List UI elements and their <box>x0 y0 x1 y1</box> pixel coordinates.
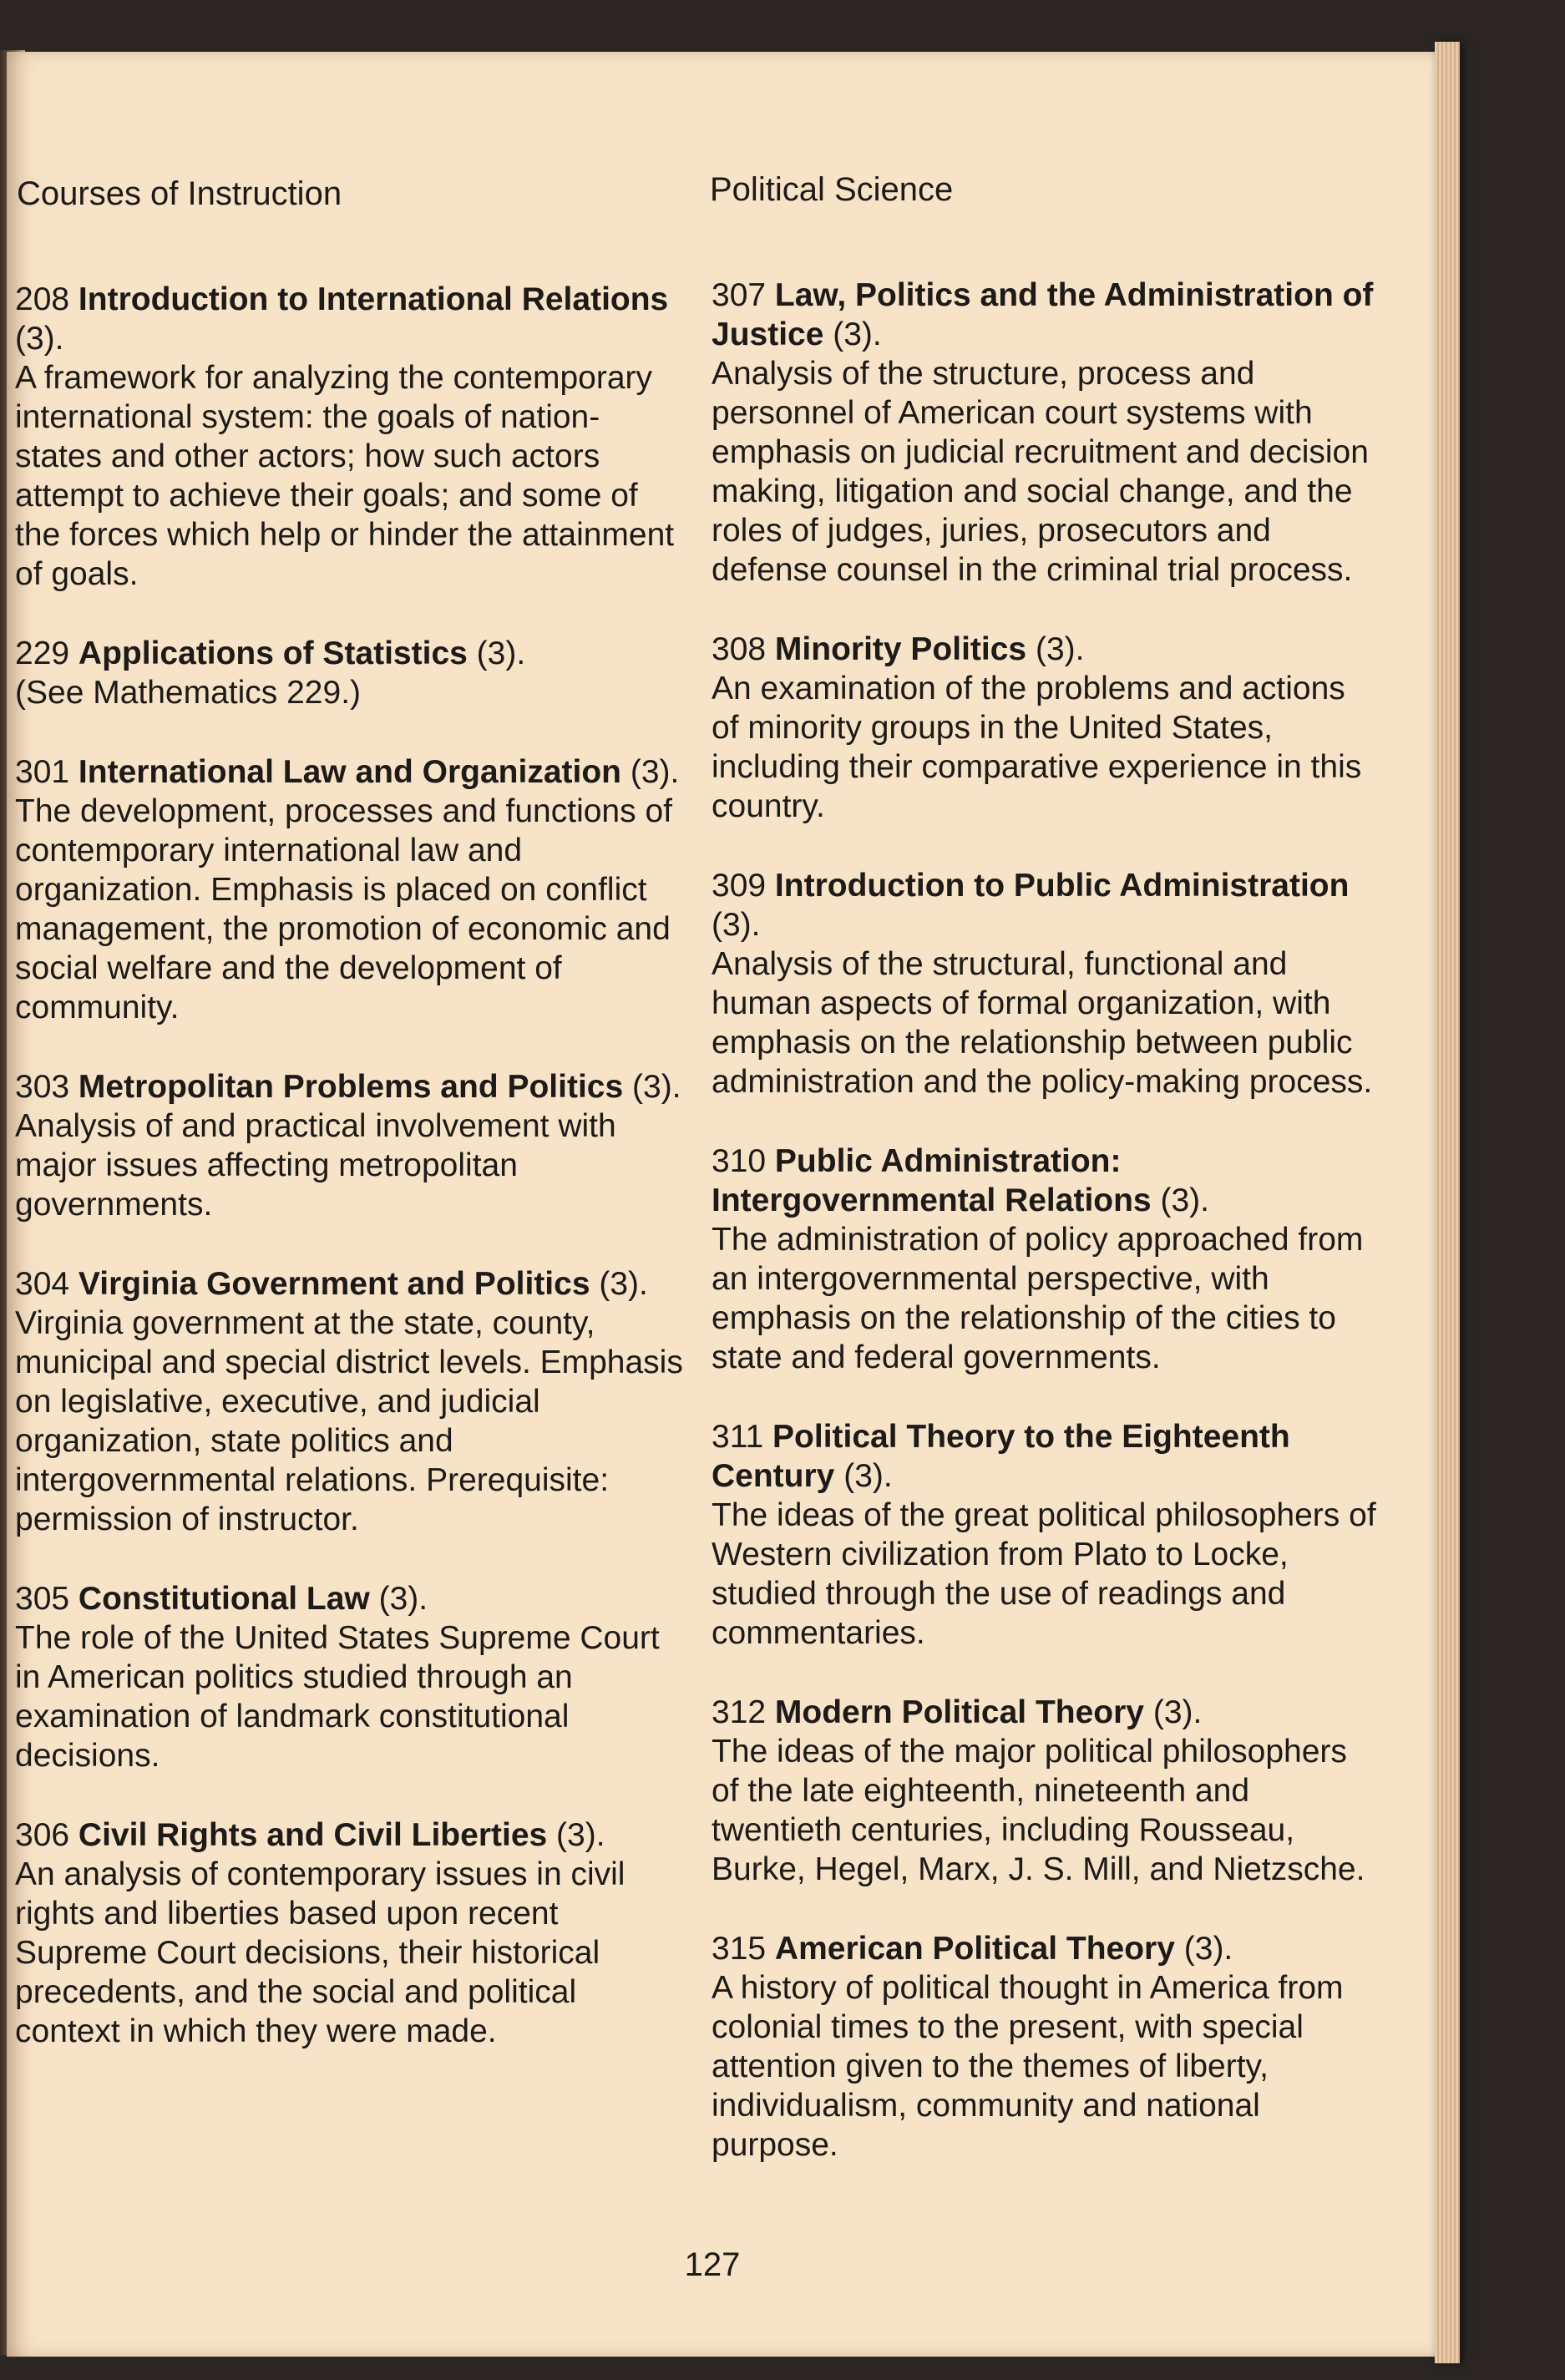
course-credits: (3). <box>15 321 64 357</box>
course-title: Minority Politics <box>774 631 1027 667</box>
course-entry <box>15 634 683 712</box>
course-entry <box>15 1264 683 1539</box>
course-title: Applications of Statistics <box>78 636 468 671</box>
course-entry <box>712 866 1380 1101</box>
course-title: Introduction to International Relations <box>78 281 669 317</box>
course-title: Public Administration: Intergovernmental Relations <box>712 1143 1152 1218</box>
course-entry <box>15 1815 683 2051</box>
course-title: Modern Political Theory <box>774 1694 1144 1730</box>
course-title: American Political Theory <box>774 1931 1175 1967</box>
right-column <box>712 276 1380 2205</box>
course-title: Law, Politics and the Administration of Justice <box>712 277 1374 352</box>
course-description: Analysis of and practical involvement with major issues affecting metropolitan governments. <box>15 1108 616 1223</box>
course-number: 307 <box>712 277 767 313</box>
course-number: 311 <box>712 1419 764 1455</box>
course-number: 303 <box>15 1069 70 1105</box>
course-title: International Law and Organization <box>78 754 621 790</box>
course-credits: (3). <box>556 1817 605 1853</box>
course-credits: (3). <box>833 316 882 352</box>
course-credits: (3). <box>1152 1694 1203 1730</box>
course-credits: (3). <box>843 1458 893 1494</box>
course-description: A history of political thought in America from colonial times to the present, with special attention given to the themes of liberty, individualism, community and national purpose. <box>712 1970 1344 2163</box>
course-credits: (3). <box>632 1069 681 1105</box>
course-title: Introduction to Public Administration <box>774 868 1350 904</box>
course-description: (See Mathematics 229.) <box>15 675 362 711</box>
course-number: 301 <box>15 754 70 790</box>
page-edges <box>1435 42 1460 2363</box>
course-entry <box>712 276 1380 590</box>
course-entry <box>712 1142 1380 1377</box>
course-entry <box>712 1693 1380 1889</box>
course-number: 308 <box>712 631 767 667</box>
course-entry <box>15 1579 683 1775</box>
course-credits: (3). <box>476 636 526 671</box>
course-description: An examination of the problems and actions of minority groups in the United States, including their comparative experience in this country. <box>712 671 1362 824</box>
course-description: The development, processes and functions of contemporary international law and organization. Emphasis is placed on conflict management, the promotion of economic and social welfare and the development of community. <box>15 793 672 1025</box>
running-header-right: Political Science <box>710 171 954 208</box>
course-number: 306 <box>15 1817 70 1853</box>
course-number: 304 <box>15 1266 70 1302</box>
course-number: 208 <box>15 281 70 317</box>
course-credits: (3). <box>1183 1931 1233 1967</box>
course-title: Civil Rights and Civil Liberties <box>78 1817 548 1853</box>
course-entry <box>712 1929 1380 2165</box>
course-description: The ideas of the major political philosophers of the late eighteenth, nineteenth and twentieth centuries, including Rousseau, Burke, Hegel, Marx, J. S. Mill, and Nietzsche. <box>712 1734 1365 1887</box>
course-credits: (3). <box>1035 631 1085 667</box>
course-credits: (3). <box>599 1266 648 1302</box>
course-credits: (3). <box>378 1581 428 1617</box>
course-number: 312 <box>712 1694 767 1730</box>
course-credits: (3). <box>712 907 761 943</box>
course-description: Analysis of the structural, functional and human aspects of formal organization, with emphasis on the relationship between public administration and the policy-making process. <box>712 946 1373 1100</box>
course-entry <box>15 280 683 594</box>
course-title: Political Theory to the Eighteenth Century <box>712 1419 1290 1494</box>
page-number: 127 <box>684 2246 741 2283</box>
course-entry <box>712 1417 1380 1653</box>
course-number: 229 <box>15 636 70 671</box>
course-credits: (3). <box>1160 1182 1209 1218</box>
course-entry <box>15 752 683 1027</box>
course-entry <box>15 1067 683 1224</box>
course-title: Metropolitan Problems and Politics <box>78 1069 624 1105</box>
course-description: Virginia government at the state, county, municipal and special district levels. Emphasis on legislative, executive, and judicial organization, state politics and intergovernmental relations. Prerequisite: permission of instructor. <box>15 1305 683 1537</box>
course-number: 309 <box>712 868 767 904</box>
course-number: 305 <box>15 1581 70 1617</box>
course-title: Constitutional Law <box>78 1581 370 1617</box>
course-description: A framework for analyzing the contemporary international system: the goals of nation-states and other actors; how such actors attempt to achieve their goals; and some of the forces which help or hinder the attainment of goals. <box>15 360 675 592</box>
course-entry <box>712 630 1380 826</box>
course-description: Analysis of the structure, process and personnel of American court systems with emphasis on judicial recruitment and decision making, litigation and social change, and the roles of judges, juries, prosecutors and defense counsel in the criminal trial process. <box>712 356 1369 588</box>
course-description: The administration of policy approached from an intergovernmental perspective, with emphasis on the relationship of the cities to state and federal governments. <box>712 1222 1364 1375</box>
running-header-left: Courses of Instruction <box>17 175 342 212</box>
course-title: Virginia Government and Politics <box>78 1266 590 1302</box>
course-number: 315 <box>712 1931 767 1967</box>
course-description: An analysis of contemporary issues in civil rights and liberties based upon recent Supreme Court decisions, their historical precedents, and the social and political context in which they were made. <box>15 1856 625 2049</box>
left-column <box>15 280 683 2091</box>
course-description: The role of the United States Supreme Court in American politics studied through an examination of landmark constitutional decisions. <box>15 1620 660 1774</box>
course-credits: (3). <box>630 754 680 790</box>
course-description: The ideas of the great political philosophers of Western civilization from Plato to Locke, studied through the use of readings and commentaries. <box>712 1497 1376 1651</box>
course-number: 310 <box>712 1143 767 1179</box>
